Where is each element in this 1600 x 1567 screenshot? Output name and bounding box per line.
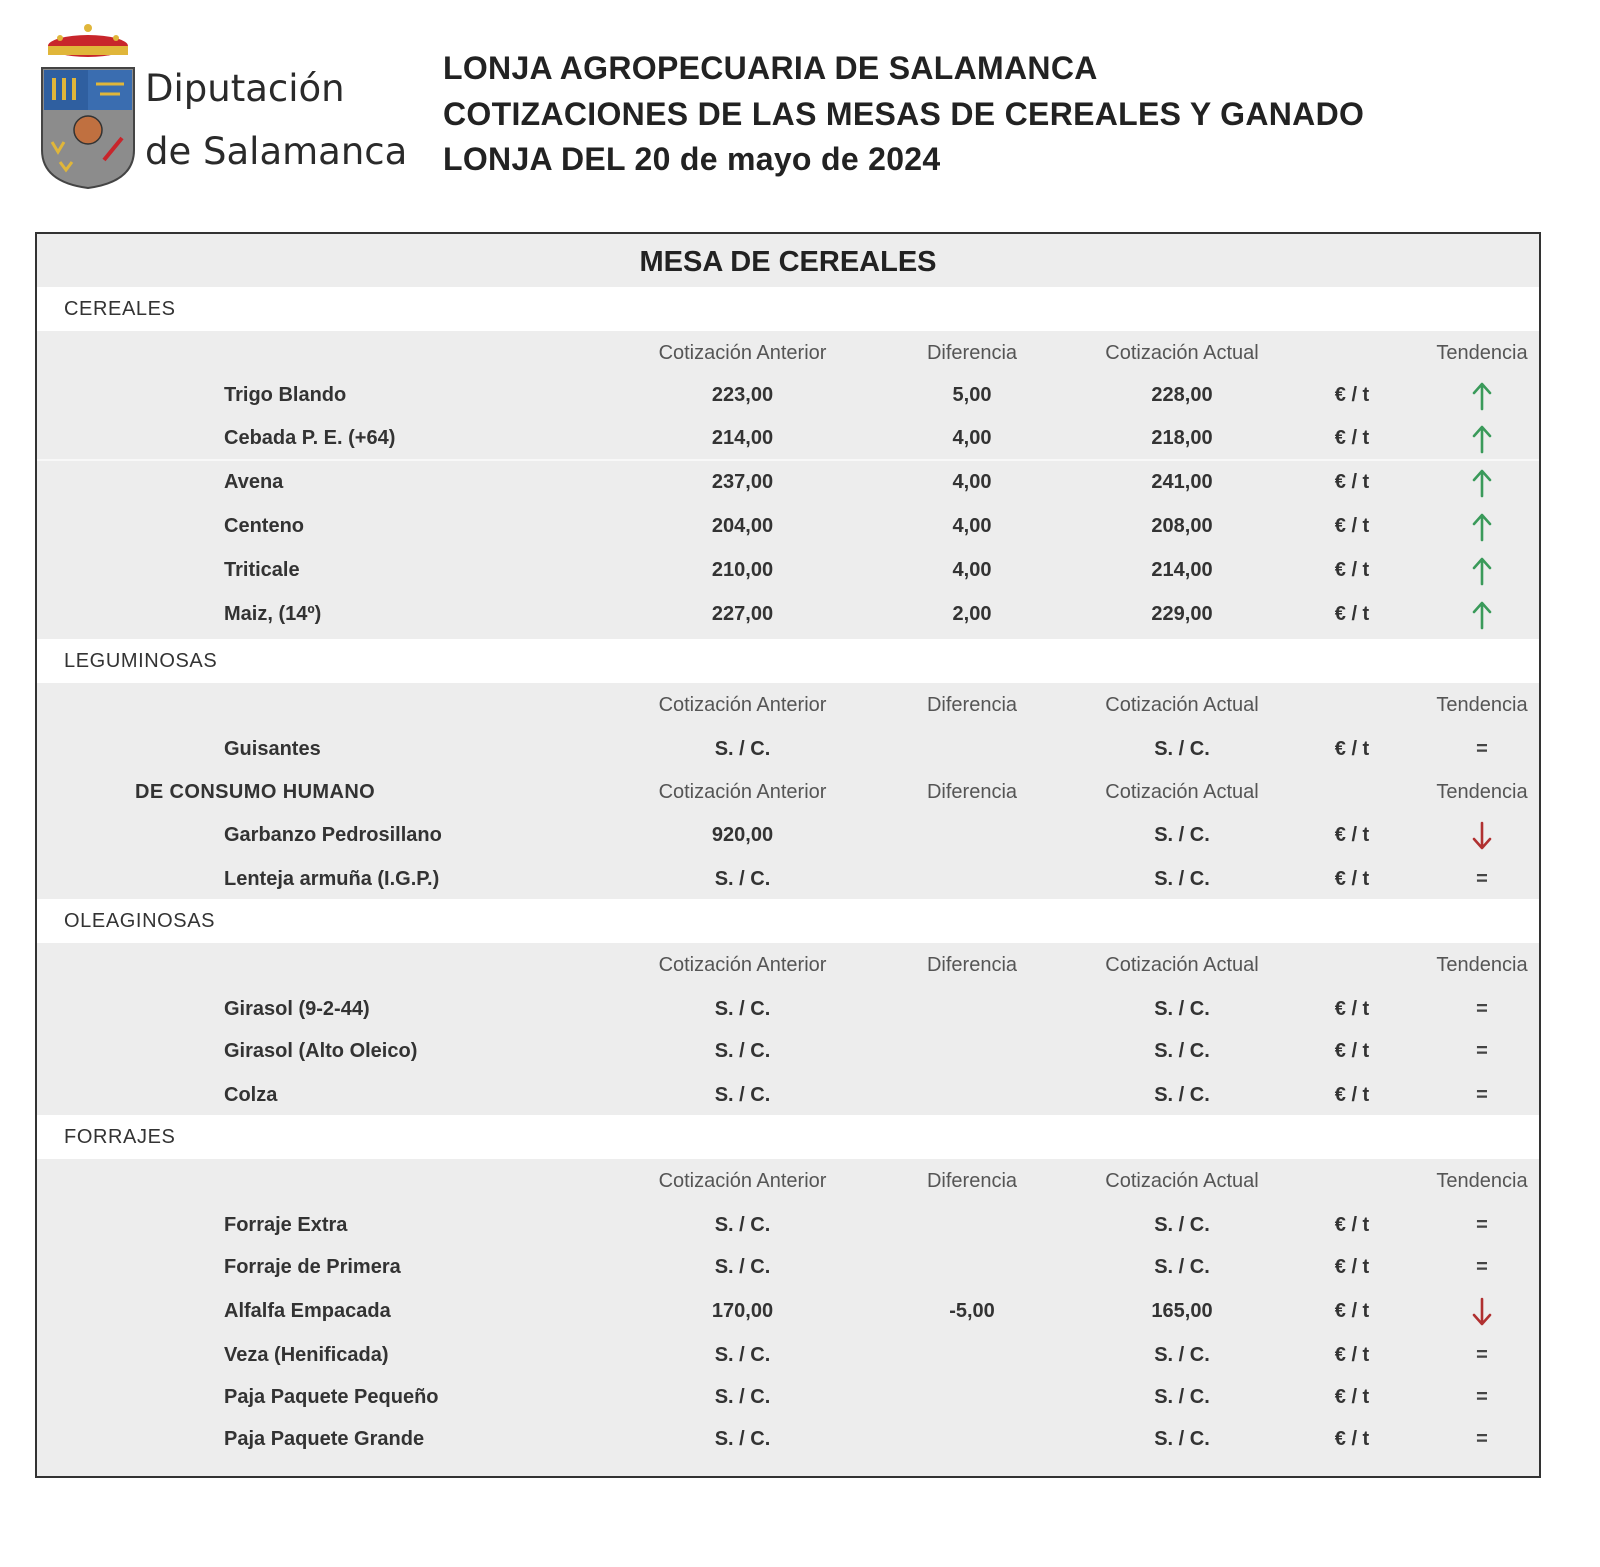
trend-cell <box>1427 813 1537 857</box>
trend-cell <box>1427 504 1537 548</box>
price-anterior: S. / C. <box>714 1344 771 1366</box>
price-diferencia: 4,00 <box>952 471 992 493</box>
unit: € / t <box>1334 515 1370 537</box>
table-row <box>37 813 1539 857</box>
table-row <box>37 1375 1539 1419</box>
section-leguminosas <box>37 639 1539 683</box>
price-actual: S. / C. <box>1154 1344 1210 1366</box>
trend-cell <box>1427 1203 1537 1247</box>
price-actual: S. / C. <box>1154 1428 1210 1450</box>
product-name: Cebada P. E. (+64) <box>224 427 396 449</box>
product-name: Forraje de Primera <box>224 1256 401 1278</box>
price-diferencia: -5,00 <box>949 1300 995 1322</box>
table-row <box>37 416 1539 460</box>
unit: € / t <box>1334 1214 1370 1236</box>
price-anterior: S. / C. <box>714 1084 771 1106</box>
price-actual: 229,00 <box>1151 603 1213 625</box>
price-anterior: S. / C. <box>714 868 771 890</box>
trend-equal-sign: = <box>1476 868 1488 890</box>
trend-equal-sign: = <box>1476 998 1488 1020</box>
price-actual: S. / C. <box>1154 824 1210 846</box>
column-header-row <box>37 683 1539 727</box>
table-row <box>37 1245 1539 1289</box>
trend-cell <box>1427 1073 1537 1117</box>
logo-text-line2: de Salamanca <box>145 130 408 173</box>
price-actual: 208,00 <box>1151 515 1213 537</box>
product-name: Maiz, (14º) <box>224 603 322 625</box>
price-actual: S. / C. <box>1154 738 1210 760</box>
logo-text-line1: Diputación <box>145 67 345 110</box>
price-actual: S. / C. <box>1154 1256 1210 1278</box>
unit: € / t <box>1334 1386 1370 1408</box>
table-row <box>37 548 1539 592</box>
trend-cell <box>1427 987 1537 1031</box>
price-anterior: 237,00 <box>711 471 774 493</box>
unit: € / t <box>1334 868 1370 890</box>
price-anterior: S. / C. <box>714 1214 771 1236</box>
col-header-tendencia: Tendencia <box>1436 1170 1528 1192</box>
mesa-de-cereales-table <box>35 232 1541 1478</box>
table-row <box>37 987 1539 1031</box>
table-row <box>37 504 1539 548</box>
trend-down-arrow-icon <box>1471 1297 1493 1327</box>
trend-down-arrow-icon <box>1471 821 1493 851</box>
price-anterior: S. / C. <box>714 1256 771 1278</box>
unit: € / t <box>1334 427 1370 449</box>
price-actual: 228,00 <box>1151 384 1213 406</box>
col-header-tendencia: Tendencia <box>1436 342 1528 364</box>
trend-cell <box>1427 1289 1537 1333</box>
trend-cell <box>1427 1417 1537 1461</box>
col-header-anterior: Cotización Anterior <box>658 342 827 364</box>
price-diferencia: 4,00 <box>952 427 992 449</box>
product-name: Guisantes <box>224 738 321 760</box>
unit: € / t <box>1334 738 1370 760</box>
subsection-header-row <box>37 770 1539 814</box>
price-anterior: S. / C. <box>714 738 771 760</box>
col-header-actual: Cotización Actual <box>1105 694 1259 716</box>
table-row <box>37 460 1539 504</box>
unit: € / t <box>1334 1428 1370 1450</box>
price-anterior: S. / C. <box>714 998 771 1020</box>
col-header-diferencia: Diferencia <box>926 781 1018 803</box>
price-actual: 214,00 <box>1151 559 1213 581</box>
trend-up-arrow-icon <box>1471 600 1493 630</box>
trend-equal-sign: = <box>1476 1344 1488 1366</box>
trend-equal-sign: = <box>1476 1084 1488 1106</box>
trend-cell <box>1427 592 1537 636</box>
price-actual: S. / C. <box>1154 998 1210 1020</box>
price-actual: S. / C. <box>1154 868 1210 890</box>
section-label: OLEAGINOSAS <box>64 910 216 932</box>
col-header-tendencia: Tendencia <box>1436 781 1528 803</box>
header-title-line1: LONJA AGROPECUARIA DE SALAMANCA <box>443 50 1098 86</box>
col-header-actual: Cotización Actual <box>1105 1170 1259 1192</box>
price-anterior: 210,00 <box>711 559 774 581</box>
price-actual: 165,00 <box>1151 1300 1213 1322</box>
price-anterior: S. / C. <box>714 1040 771 1062</box>
price-diferencia: 2,00 <box>952 603 992 625</box>
table-row <box>37 857 1539 901</box>
trend-equal-sign: = <box>1476 1428 1488 1450</box>
price-anterior: 214,00 <box>711 427 774 449</box>
trend-cell <box>1427 1333 1537 1377</box>
col-header-anterior: Cotización Anterior <box>658 781 827 803</box>
price-anterior: 920,00 <box>711 824 774 846</box>
unit: € / t <box>1334 1344 1370 1366</box>
price-anterior: S. / C. <box>714 1428 771 1450</box>
product-name: Colza <box>224 1084 278 1106</box>
unit: € / t <box>1334 471 1370 493</box>
table-title: MESA DE CEREALES <box>639 246 937 278</box>
section-label: CEREALES <box>64 298 176 320</box>
price-actual: S. / C. <box>1154 1386 1210 1408</box>
trend-cell <box>1427 727 1537 771</box>
subsection-label: DE CONSUMO HUMANO <box>135 781 376 803</box>
trend-cell <box>1427 857 1537 901</box>
trend-up-arrow-icon <box>1471 424 1493 454</box>
table-row <box>37 727 1539 771</box>
trend-equal-sign: = <box>1476 1386 1488 1408</box>
price-actual: S. / C. <box>1154 1084 1210 1106</box>
col-header-diferencia: Diferencia <box>926 342 1018 364</box>
col-header-diferencia: Diferencia <box>926 954 1018 976</box>
trend-up-arrow-icon <box>1471 381 1493 411</box>
section-label: FORRAJES <box>64 1126 176 1148</box>
unit: € / t <box>1334 603 1370 625</box>
col-header-diferencia: Diferencia <box>926 1170 1018 1192</box>
col-header-anterior: Cotización Anterior <box>658 694 827 716</box>
trend-equal-sign: = <box>1476 1256 1488 1278</box>
trend-up-arrow-icon <box>1471 512 1493 542</box>
price-actual: 241,00 <box>1151 471 1213 493</box>
price-diferencia: 5,00 <box>952 384 992 406</box>
product-name: Centeno <box>224 515 304 537</box>
column-header-row <box>37 943 1539 987</box>
price-actual: S. / C. <box>1154 1040 1210 1062</box>
trend-cell <box>1427 416 1537 460</box>
product-name: Alfalfa Empacada <box>224 1300 391 1322</box>
table-row <box>37 1417 1539 1461</box>
unit: € / t <box>1334 384 1370 406</box>
product-name: Paja Paquete Grande <box>224 1428 425 1450</box>
unit: € / t <box>1334 1256 1370 1278</box>
product-name: Lenteja armuña (I.G.P.) <box>224 868 440 890</box>
unit: € / t <box>1334 559 1370 581</box>
trend-up-arrow-icon <box>1471 556 1493 586</box>
table-row <box>37 1203 1539 1247</box>
header-title-line2: COTIZACIONES DE LAS MESAS DE CEREALES Y GANADO <box>443 96 1365 132</box>
price-anterior: 223,00 <box>711 384 774 406</box>
unit: € / t <box>1334 824 1370 846</box>
col-header-anterior: Cotización Anterior <box>658 1170 827 1192</box>
section-forrajes <box>37 1115 1539 1159</box>
unit: € / t <box>1334 1084 1370 1106</box>
product-name: Girasol (9-2-44) <box>224 998 370 1020</box>
table-row <box>37 373 1539 417</box>
col-header-actual: Cotización Actual <box>1105 342 1259 364</box>
price-actual: 218,00 <box>1151 427 1213 449</box>
unit: € / t <box>1334 1300 1370 1322</box>
price-diferencia: 4,00 <box>952 559 992 581</box>
section-cereales <box>37 287 1539 331</box>
section-oleaginosas <box>37 899 1539 943</box>
price-anterior: 204,00 <box>711 515 774 537</box>
product-name: Trigo Blando <box>224 384 347 406</box>
table-row <box>37 1029 1539 1073</box>
trend-cell <box>1427 1029 1537 1073</box>
trend-cell <box>1427 548 1537 592</box>
trend-cell <box>1427 460 1537 504</box>
trend-cell <box>1427 1375 1537 1419</box>
trend-cell <box>1427 373 1537 417</box>
col-header-tendencia: Tendencia <box>1436 954 1528 976</box>
trend-equal-sign: = <box>1476 1214 1488 1236</box>
product-name: Forraje Extra <box>224 1214 348 1236</box>
section-label: LEGUMINOSAS <box>64 650 218 672</box>
header-title-line3: LONJA DEL 20 de mayo de 2024 <box>443 141 941 177</box>
trend-cell <box>1427 1245 1537 1289</box>
trend-equal-sign: = <box>1476 1040 1488 1062</box>
price-anterior: S. / C. <box>714 1386 771 1408</box>
product-name: Veza (Henificada) <box>224 1344 389 1366</box>
table-row <box>37 592 1539 636</box>
price-anterior: 227,00 <box>711 603 774 625</box>
diputacion-coat-of-arms-logo <box>38 22 138 192</box>
col-header-anterior: Cotización Anterior <box>658 954 827 976</box>
product-name: Triticale <box>224 559 300 581</box>
product-name: Paja Paquete Pequeño <box>224 1386 439 1408</box>
table-row <box>37 1289 1539 1333</box>
trend-equal-sign: = <box>1476 738 1488 760</box>
price-actual: S. / C. <box>1154 1214 1210 1236</box>
col-header-actual: Cotización Actual <box>1105 781 1259 803</box>
unit: € / t <box>1334 1040 1370 1062</box>
price-diferencia: 4,00 <box>952 515 992 537</box>
table-row <box>37 1073 1539 1117</box>
product-name: Garbanzo Pedrosillano <box>224 824 442 846</box>
product-name: Girasol (Alto Oleico) <box>224 1040 418 1062</box>
table-row <box>37 1333 1539 1377</box>
column-header-row <box>37 331 1539 375</box>
unit: € / t <box>1334 998 1370 1020</box>
col-header-actual: Cotización Actual <box>1105 954 1259 976</box>
column-header-row <box>37 1159 1539 1203</box>
col-header-tendencia: Tendencia <box>1436 694 1528 716</box>
product-name: Avena <box>224 471 284 493</box>
trend-up-arrow-icon <box>1471 468 1493 498</box>
price-anterior: 170,00 <box>711 1300 774 1322</box>
col-header-diferencia: Diferencia <box>926 694 1018 716</box>
